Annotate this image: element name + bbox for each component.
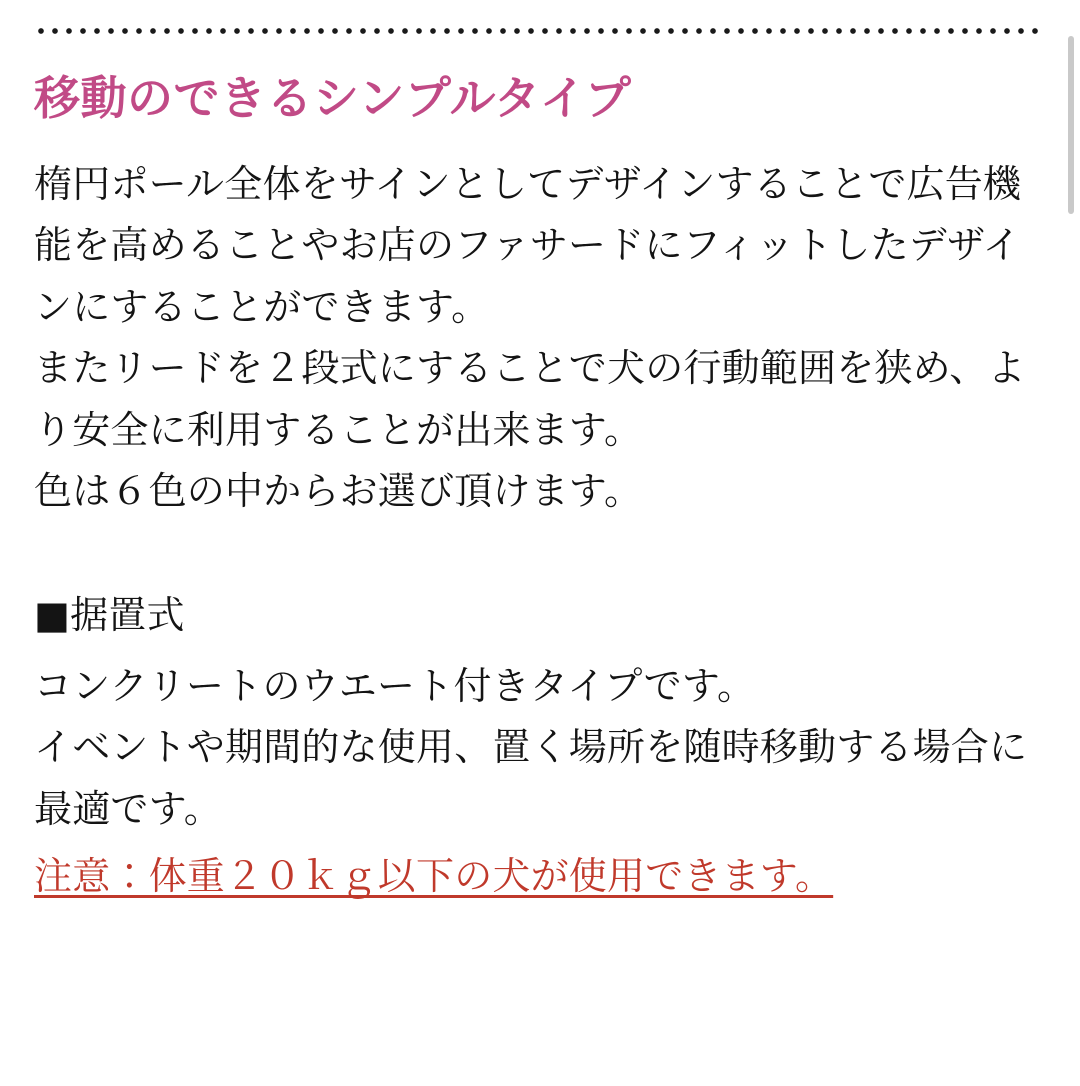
intro-paragraphs [34,154,1046,523]
paragraph: 色は６色の中からお選び頂けます。 [34,469,643,514]
paragraph: 楕円ポール全体をサインとしてデザインすることで広告機能を高めることやお店のファサードにフィットしたデザインにすることができます。 [34,161,1022,329]
document-page [0,28,1080,1086]
dotted-divider [34,28,1046,34]
section-heading: ■据置式 [34,592,185,637]
page-title: 移動のできるシンプルタイプ [34,71,632,125]
warning-note: 注意：体重２０ｋｇ以下の犬が使用できます。 [34,854,834,899]
scrollbar-track[interactable] [1071,28,1077,1086]
paragraph: またリードを２段式にすることで犬の行動範囲を狭め、より安全に利用することが出来ます。 [34,346,1026,452]
section-paragraphs [34,656,1046,841]
paragraph: コンクリートのウエート付きタイプです。 [34,663,756,708]
scrollbar-thumb[interactable] [1068,36,1074,214]
section-spacer [34,523,1046,587]
paragraph: イベントや期間的な使用、置く場所を随時移動する場合に最適です。 [34,725,1028,831]
